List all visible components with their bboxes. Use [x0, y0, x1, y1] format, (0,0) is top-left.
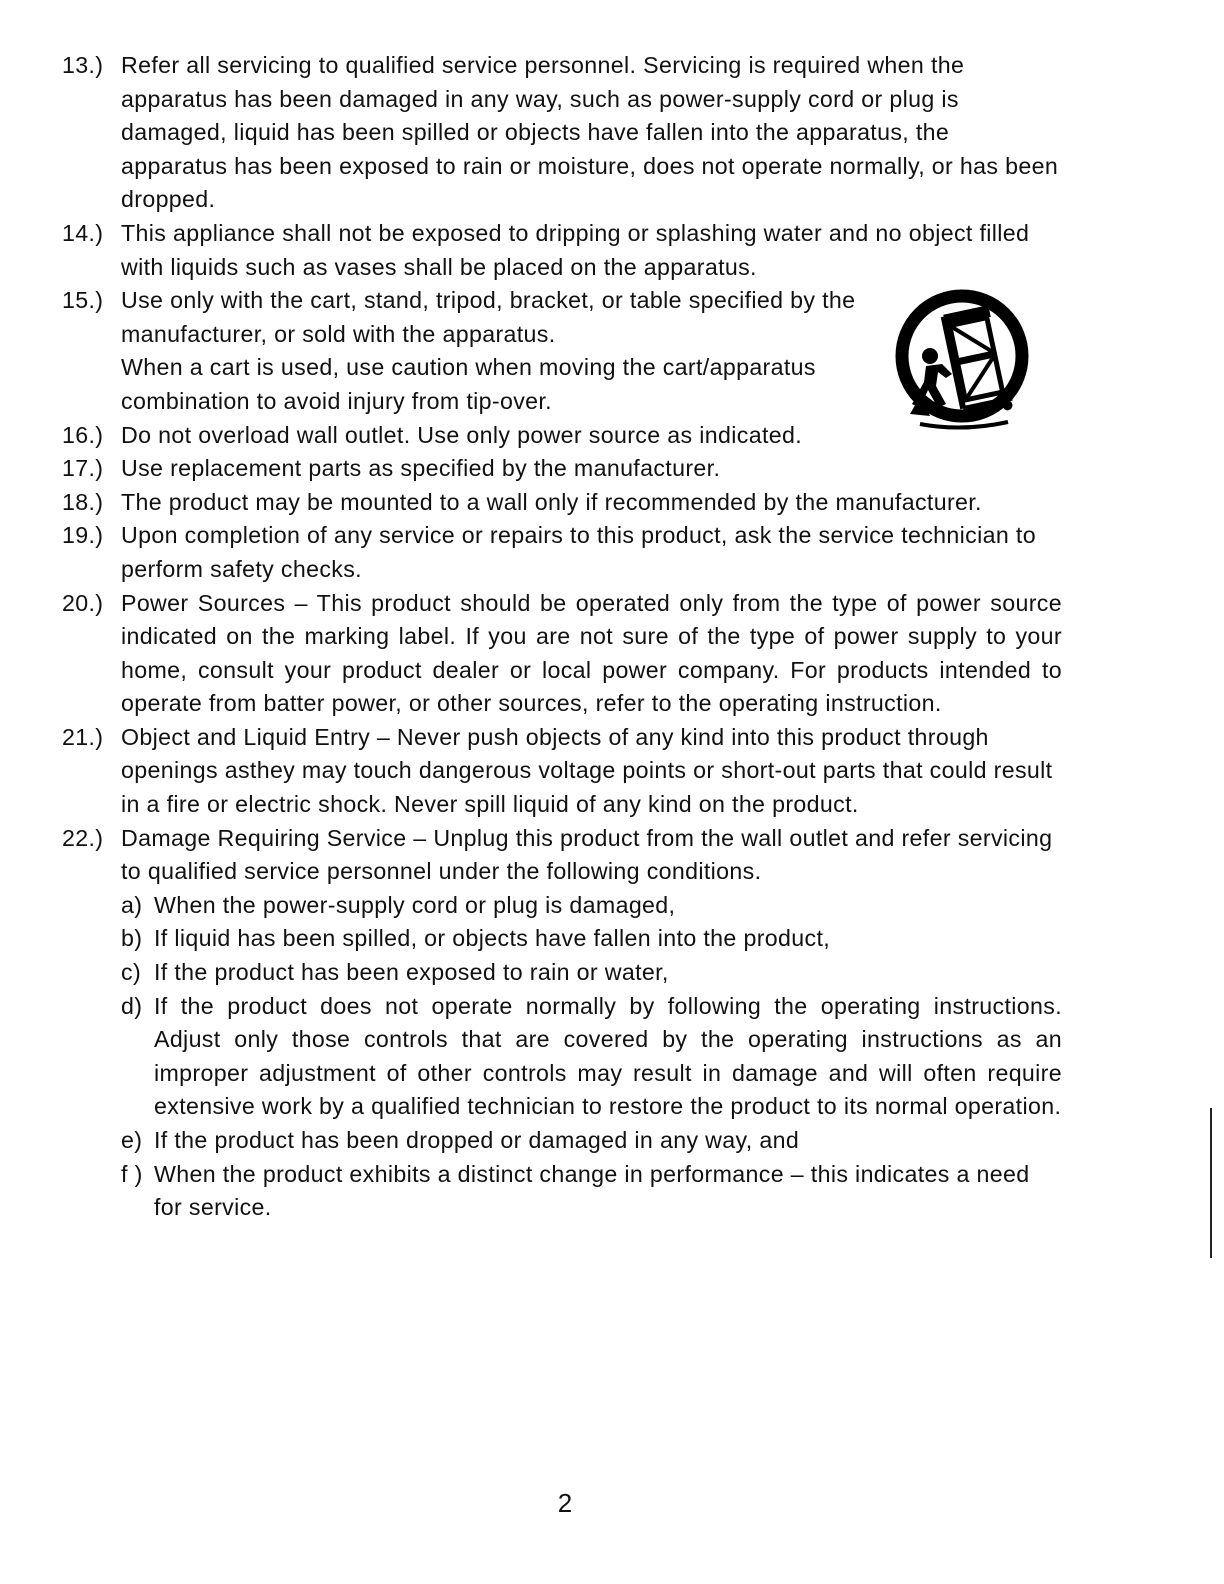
item-text: Upon completion of any service or repairs to this product, ask the service technician to perform safety checks.	[121, 522, 1036, 582]
item-number: 18.)	[62, 488, 104, 515]
list-item	[62, 587, 1062, 721]
sub-item-text: When the product exhibits a distinct change in performance – this indicates a need for service.	[154, 1160, 1030, 1221]
item-text-continued: When a cart is used, use caution when moving the cart/apparatus combination to avoid injury from tip-over.	[121, 354, 816, 414]
list-item	[62, 519, 1062, 586]
sub-item-text: If liquid has been spilled, or objects have fallen into the product,	[154, 925, 831, 952]
item-number: 16.)	[62, 421, 104, 448]
item-number: 17.)	[62, 455, 104, 482]
sub-item-text: If the product has been exposed to rain or water,	[154, 959, 669, 986]
sub-item-letter: a)	[121, 891, 143, 918]
scan-edge-line	[1210, 1108, 1212, 1258]
item-number: 14.)	[62, 219, 104, 246]
item-text: Damage Requiring Service – Unplug this product from the wall outlet and refer servicing to qualified service personnel under the following conditions.	[121, 824, 1053, 885]
sub-item-text: When the power-supply cord or plug is damaged,	[154, 891, 676, 918]
list-item	[62, 721, 1062, 822]
sub-item-letter: e)	[121, 1127, 143, 1153]
sub-list-item	[121, 889, 1062, 923]
sub-item-text: If the product has been dropped or damaged in any way, and	[154, 1127, 800, 1153]
item-text: Use replacement parts as specified by the manufacturer.	[121, 455, 721, 482]
sub-list-item	[121, 1124, 1062, 1158]
page-number: 2	[557, 1488, 573, 1518]
item-text: The product may be mounted to a wall only if recommended by the manufacturer.	[121, 488, 982, 515]
list-item	[62, 822, 1062, 1225]
sub-item-letter: c)	[121, 959, 142, 986]
sub-list-item	[121, 1158, 1062, 1225]
list-item	[62, 452, 1062, 486]
sub-item-letter: f )	[121, 1160, 143, 1187]
item-text: Object and Liquid Entry – Never push objects of any kind into this product through openings asthey may touch dangerous voltage points or short-out parts that could result in a fire or electric shock. Never spill liquid of any kind on the product.	[121, 723, 1053, 818]
sub-item-text: If the product does not operate normally by following the operating instructions. Adjust only those controls that are covered by the operating instructions as an improper adjustment of other controls may result in damage and will often require extensive work by a qualified technician to restore the product to its normal operation.	[154, 992, 1062, 1120]
item-number: 15.)	[62, 287, 104, 314]
safety-instructions-list	[62, 49, 1062, 1225]
sub-list-item	[121, 956, 1062, 990]
list-item	[62, 49, 1062, 217]
cart-tip-over-warning-icon	[890, 282, 1038, 434]
list-item	[62, 217, 1062, 284]
list-item	[62, 486, 1062, 520]
item-number: 22.)	[62, 824, 104, 851]
item-number: 19.)	[62, 522, 104, 549]
item-text: Do not overload wall outlet. Use only power source as indicated.	[121, 421, 803, 448]
sub-list-item	[121, 922, 1062, 956]
sub-item-letter: b)	[121, 925, 143, 952]
item-text: This appliance shall not be exposed to dripping or splashing water and no object filled with liquids such as vases shall be placed on the apparatus.	[121, 219, 1030, 280]
sub-item-letter: d)	[121, 992, 143, 1019]
item-text: Refer all servicing to qualified service personnel. Servicing is required when the apparatus has been damaged in any way, such as power-supply cord or plug is damaged, liquid has been spilled or objects have fallen into the apparatus, the apparatus has been exposed to rain or moisture, does not operate normally, or has been dropped.	[121, 52, 1059, 213]
item-number: 13.)	[62, 52, 104, 78]
item-text: Power Sources – This product should be operated only from the type of power source indicated on the marking label. If you are not sure of the type of power supply to your home, consult your product dealer or local power company. For products intended to operate from batter power, or other sources, refer to the operating instruction.	[121, 589, 1062, 717]
item-number: 21.)	[62, 723, 104, 750]
sub-list-item	[121, 990, 1062, 1124]
item-text: Use only with the cart, stand, tripod, bracket, or table specified by the manufacturer, or sold with the apparatus.	[121, 287, 856, 347]
item-number: 20.)	[62, 589, 104, 616]
